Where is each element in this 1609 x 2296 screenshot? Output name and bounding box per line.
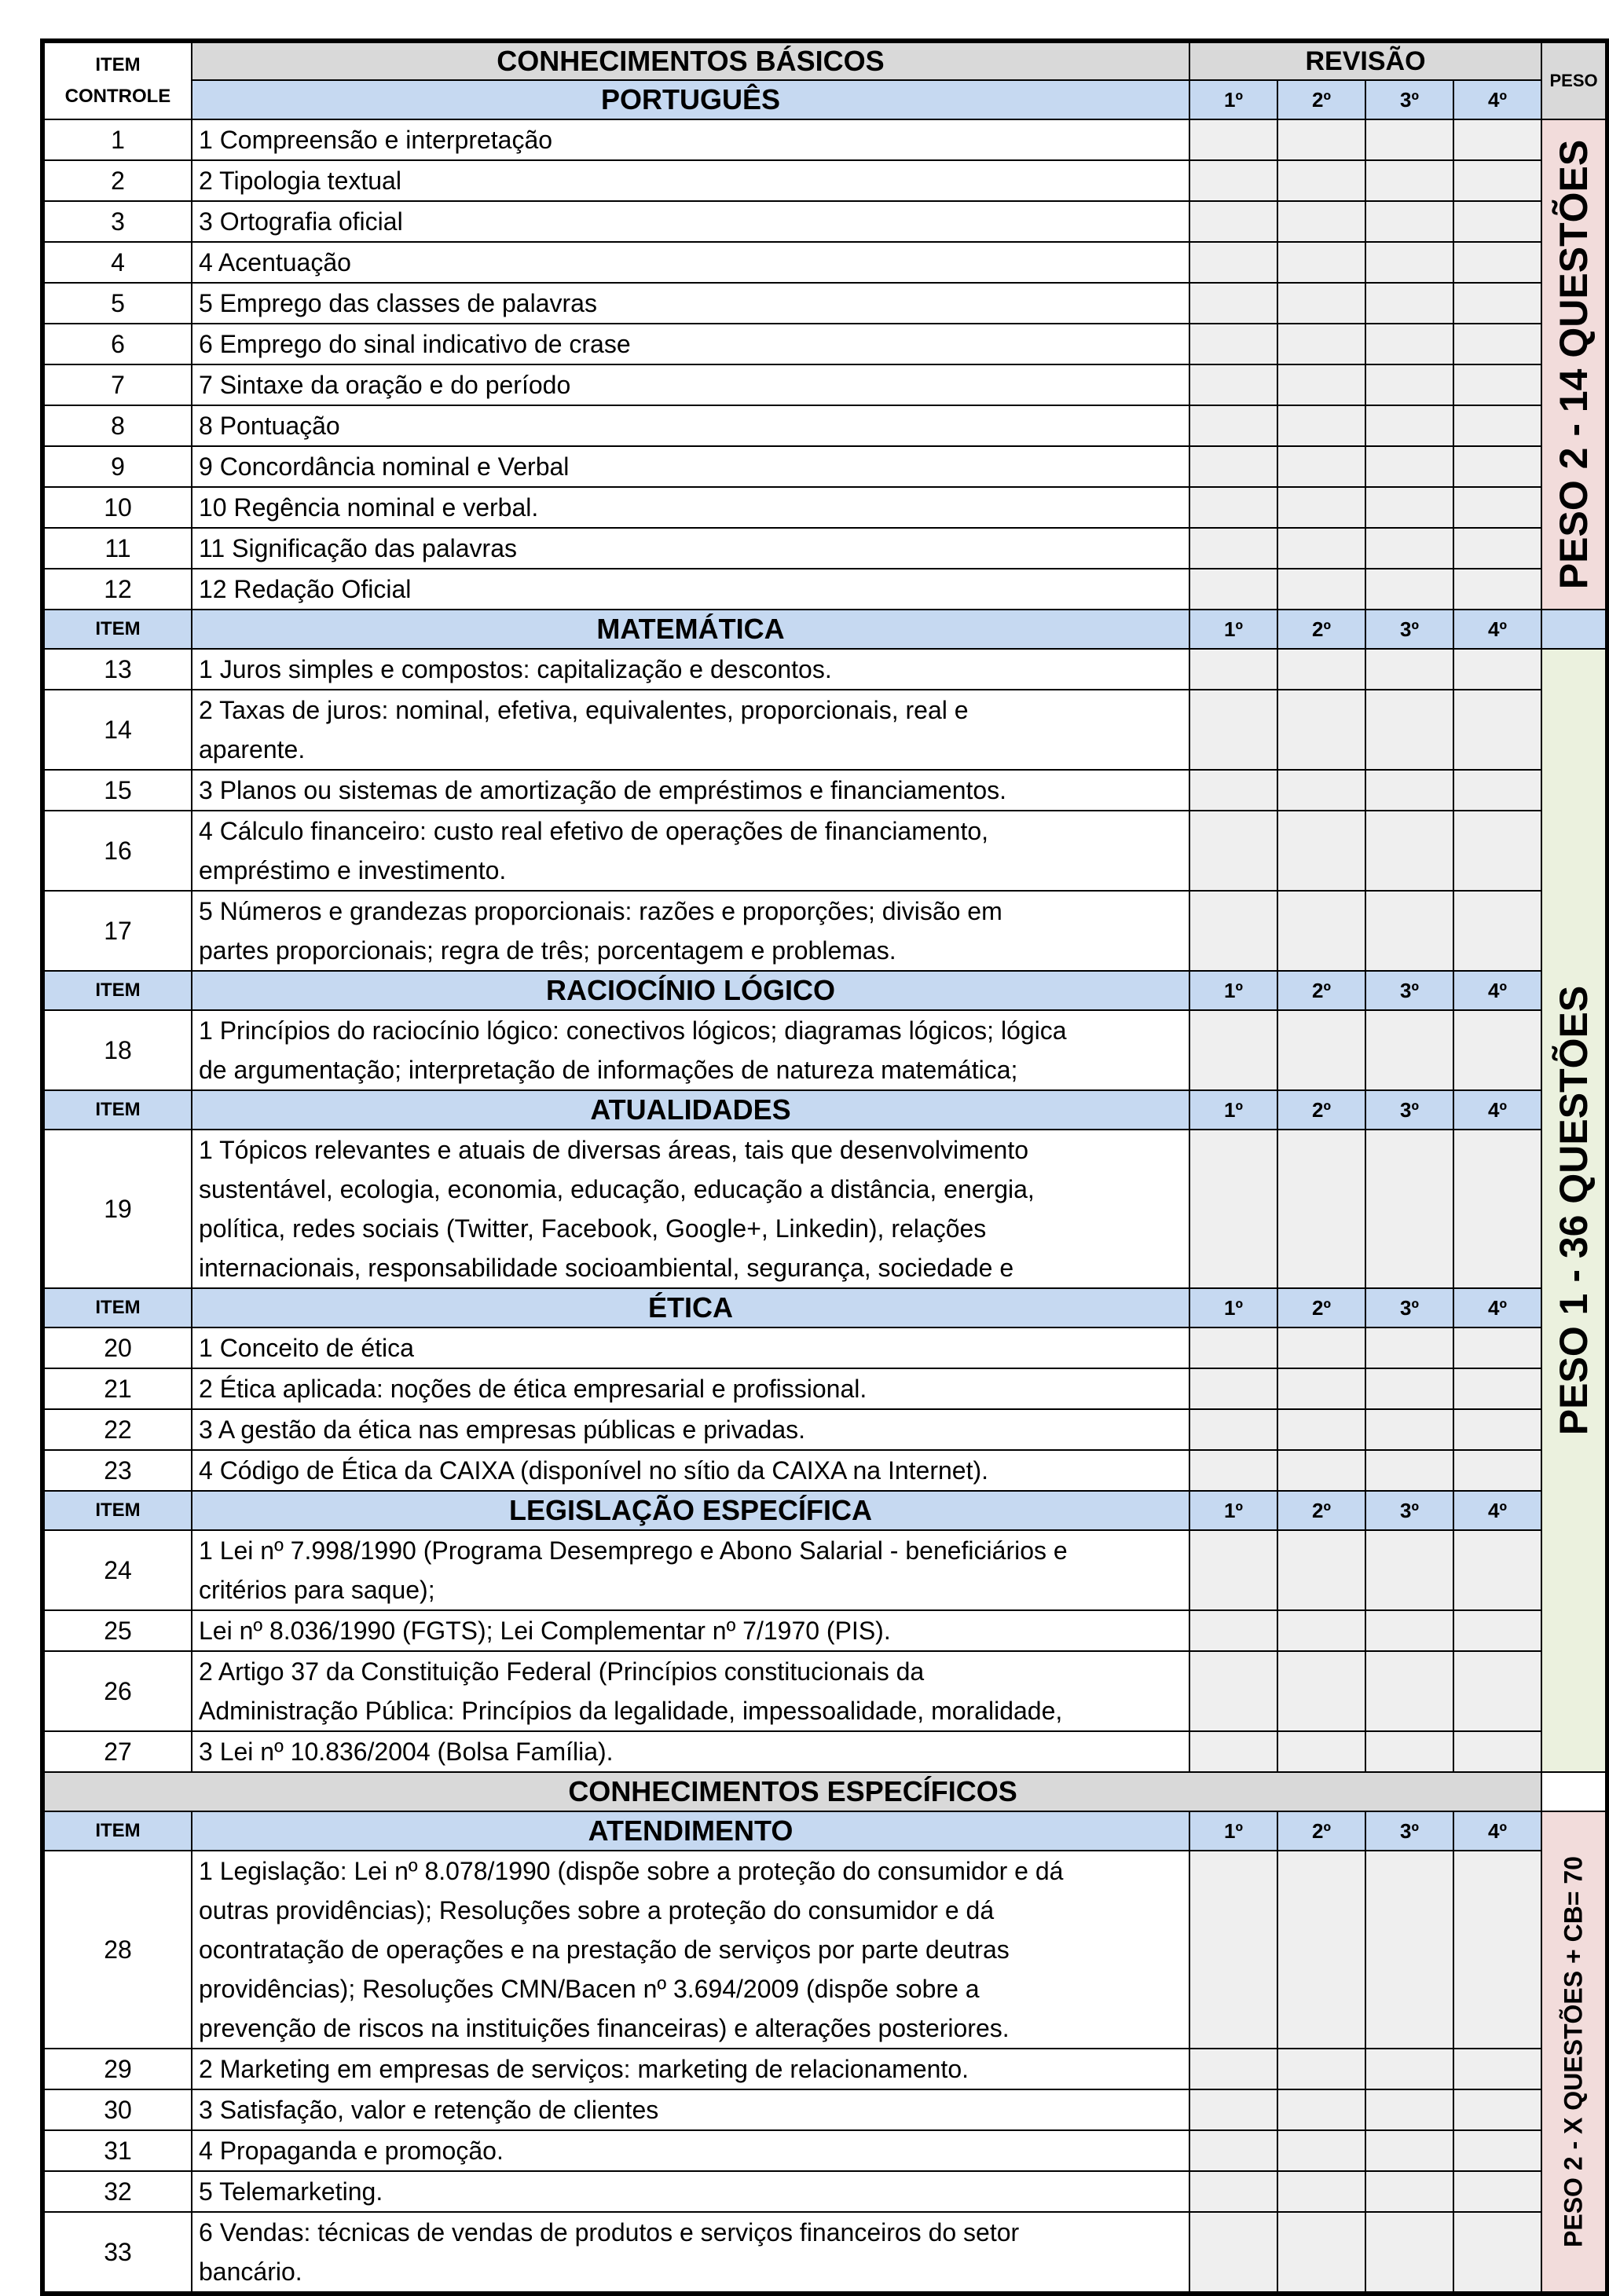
item-number: 1: [42, 119, 192, 160]
peso-basic-rest-text: PESO 1 - 36 QUESTÕES: [1552, 985, 1596, 1436]
revision-3-checkbox[interactable]: [1365, 1409, 1453, 1450]
revision-4-header: 4º: [1453, 610, 1541, 649]
revision-4-checkbox[interactable]: [1453, 1651, 1541, 1731]
table-row: [42, 569, 1607, 610]
table-row: [42, 2212, 1607, 2294]
table-row: [42, 2130, 1607, 2171]
item-number: 3: [42, 201, 192, 242]
revision-4-checkbox[interactable]: [1453, 649, 1541, 690]
revision-2-checkbox[interactable]: [1277, 160, 1365, 201]
item-number: 26: [42, 1651, 192, 1731]
item-number: 33: [42, 2212, 192, 2294]
section-header-raciocinio: [42, 971, 1607, 1010]
topic-text: 1 Tópicos relevantes e atuais de diversas áreas, tais que desenvolvimento sustentável, ecologia, economia, educação, educação a distância, energia, política, redes sociais (Twitter, Facebook, Google+, Linkedin), relações internacionais, responsabilidade socioambiental, segurança, sociedade e: [192, 1130, 1189, 1288]
specific-knowledge-row: [42, 1772, 1607, 1811]
topic-text: 12 Redação Oficial: [192, 569, 1189, 610]
revision-2-checkbox[interactable]: [1277, 487, 1365, 528]
revision-1-checkbox[interactable]: [1189, 405, 1277, 446]
revision-3-header: 3º: [1365, 1491, 1453, 1530]
revision-2-checkbox[interactable]: [1277, 690, 1365, 770]
topic-text: 4 Código de Ética da CAIXA (disponível no sítio da CAIXA na Internet).: [192, 1450, 1189, 1491]
item-number: 22: [42, 1409, 192, 1450]
topic-text: 10 Regência nominal e verbal.: [192, 487, 1189, 528]
item-number: 9: [42, 446, 192, 487]
revision-2-checkbox[interactable]: [1277, 283, 1365, 324]
revision-1-checkbox[interactable]: [1189, 649, 1277, 690]
revision-1-checkbox[interactable]: [1189, 283, 1277, 324]
topic-text: 9 Concordância nominal e Verbal: [192, 446, 1189, 487]
revision-2-checkbox[interactable]: [1277, 1610, 1365, 1651]
table-row: [42, 1409, 1607, 1450]
revision-2-header: 2º: [1277, 971, 1365, 1010]
revision-2-checkbox[interactable]: [1277, 1130, 1365, 1288]
revision-4-checkbox[interactable]: [1453, 201, 1541, 242]
table-row: [42, 811, 1607, 891]
item-number: 14: [42, 690, 192, 770]
revision-2-checkbox[interactable]: [1277, 405, 1365, 446]
revision-3-checkbox[interactable]: [1365, 1368, 1453, 1409]
item-number: 32: [42, 2171, 192, 2212]
topic-text: 1 Juros simples e compostos: capitalização e descontos.: [192, 649, 1189, 690]
revision-4-checkbox[interactable]: [1453, 690, 1541, 770]
revision-4-checkbox[interactable]: [1453, 1130, 1541, 1288]
topic-text: 5 Telemarketing.: [192, 2171, 1189, 2212]
revision-3-checkbox[interactable]: [1365, 446, 1453, 487]
table-row: [42, 2171, 1607, 2212]
topic-text: 2 Tipologia textual: [192, 160, 1189, 201]
revision-1-header: 1º: [1189, 1090, 1277, 1130]
topic-text: 4 Acentuação: [192, 242, 1189, 283]
topic-text: 3 Planos ou sistemas de amortização de empréstimos e financiamentos.: [192, 770, 1189, 811]
revision-3-checkbox[interactable]: [1365, 2171, 1453, 2212]
item-number: 12: [42, 569, 192, 610]
revision-1-checkbox[interactable]: [1189, 364, 1277, 405]
item-number: 21: [42, 1368, 192, 1409]
revision-1-header: 1º: [1189, 1288, 1277, 1327]
revision-1-checkbox[interactable]: [1189, 2171, 1277, 2212]
section-title-atendimento: ATENDIMENTO: [192, 1811, 1189, 1851]
revision-1-checkbox[interactable]: [1189, 811, 1277, 891]
revision-2-checkbox[interactable]: [1277, 891, 1365, 971]
revision-2-checkbox[interactable]: [1277, 2049, 1365, 2089]
item-number: 18: [42, 1010, 192, 1090]
revision-3-checkbox[interactable]: [1365, 1327, 1453, 1368]
peso-basic-rest: [1541, 649, 1607, 1772]
revision-3-checkbox[interactable]: [1365, 2212, 1453, 2294]
item-control-header: ITEM CONTROLE: [42, 41, 192, 119]
peso-specific: [1541, 1811, 1607, 2294]
revision-4-checkbox[interactable]: [1453, 569, 1541, 610]
revision-4-checkbox[interactable]: [1453, 1731, 1541, 1772]
revision-2-checkbox[interactable]: [1277, 201, 1365, 242]
revision-2-checkbox[interactable]: [1277, 119, 1365, 160]
revision-2-checkbox[interactable]: [1277, 324, 1365, 364]
revision-4-checkbox[interactable]: [1453, 1368, 1541, 1409]
revision-1-checkbox[interactable]: [1189, 201, 1277, 242]
revision-2-checkbox[interactable]: [1277, 1368, 1365, 1409]
revision-3-checkbox[interactable]: [1365, 2130, 1453, 2171]
revision-4-checkbox[interactable]: [1453, 1610, 1541, 1651]
revision-4-header: 4º: [1453, 1288, 1541, 1327]
revision-4-checkbox[interactable]: [1453, 1010, 1541, 1090]
item-number: 7: [42, 364, 192, 405]
revision-1-checkbox[interactable]: [1189, 1651, 1277, 1731]
revision-2-header: 2º: [1277, 80, 1365, 119]
study-control-sheet: [40, 38, 1609, 2296]
revision-3-header: 3º: [1365, 1811, 1453, 1851]
revision-4-checkbox[interactable]: [1453, 2089, 1541, 2130]
peso-portugues: [1541, 119, 1607, 610]
revision-header: REVISÃO: [1189, 41, 1541, 80]
revision-3-checkbox[interactable]: [1365, 2049, 1453, 2089]
revision-3-checkbox[interactable]: [1365, 891, 1453, 971]
topic-text: 1 Lei nº 7.998/1990 (Programa Desemprego e Abono Salarial - beneficiários e critérios para saque);: [192, 1530, 1189, 1610]
table-body: [42, 41, 1607, 2294]
section-title-etica: ÉTICA: [192, 1288, 1189, 1327]
table-row: [42, 1651, 1607, 1731]
revision-3-checkbox[interactable]: [1365, 1530, 1453, 1610]
section-title-portugues: PORTUGUÊS: [192, 80, 1189, 119]
revision-4-checkbox[interactable]: [1453, 2130, 1541, 2171]
revision-4-checkbox[interactable]: [1453, 119, 1541, 160]
revision-2-checkbox[interactable]: [1277, 1651, 1365, 1731]
topic-text: 7 Sintaxe da oração e do período: [192, 364, 1189, 405]
revision-4-checkbox[interactable]: [1453, 1450, 1541, 1491]
section-title-legislacao: LEGISLAÇÃO ESPECÍFICA: [192, 1491, 1189, 1530]
revision-3-checkbox[interactable]: [1365, 324, 1453, 364]
topic-text: 11 Significação das palavras: [192, 528, 1189, 569]
item-column-label: ITEM: [42, 1811, 192, 1851]
item-number: 30: [42, 2089, 192, 2130]
item-number: 29: [42, 2049, 192, 2089]
revision-4-checkbox[interactable]: [1453, 1530, 1541, 1610]
revision-1-header: 1º: [1189, 971, 1277, 1010]
table-row: [42, 1610, 1607, 1651]
revision-3-checkbox[interactable]: [1365, 283, 1453, 324]
table-row: [42, 649, 1607, 690]
revision-1-header: 1º: [1189, 1491, 1277, 1530]
revision-4-checkbox[interactable]: [1453, 528, 1541, 569]
specific-knowledge-title: CONHECIMENTOS ESPECÍFICOS: [42, 1772, 1541, 1811]
revision-3-checkbox[interactable]: [1365, 364, 1453, 405]
revision-2-checkbox[interactable]: [1277, 528, 1365, 569]
revision-4-checkbox[interactable]: [1453, 487, 1541, 528]
revision-1-checkbox[interactable]: [1189, 1368, 1277, 1409]
revision-1-checkbox[interactable]: [1189, 119, 1277, 160]
revision-3-checkbox[interactable]: [1365, 1610, 1453, 1651]
revision-4-checkbox[interactable]: [1453, 283, 1541, 324]
section-title-raciocinio: RACIOCÍNIO LÓGICO: [192, 971, 1189, 1010]
table-row: [42, 2049, 1607, 2089]
revision-3-checkbox[interactable]: [1365, 528, 1453, 569]
table-row: [42, 770, 1607, 811]
revision-3-checkbox[interactable]: [1365, 119, 1453, 160]
revision-4-checkbox[interactable]: [1453, 811, 1541, 891]
revision-2-checkbox[interactable]: [1277, 364, 1365, 405]
topic-text: 3 Lei nº 10.836/2004 (Bolsa Família).: [192, 1731, 1189, 1772]
peso-header-spacer: [1541, 610, 1607, 649]
section-title-matematica: MATEMÁTICA: [192, 610, 1189, 649]
revision-1-checkbox[interactable]: [1189, 2212, 1277, 2294]
revision-3-checkbox[interactable]: [1365, 1651, 1453, 1731]
revision-1-checkbox[interactable]: [1189, 1130, 1277, 1288]
revision-3-checkbox[interactable]: [1365, 242, 1453, 283]
item-number: 27: [42, 1731, 192, 1772]
topic-text: 5 Números e grandezas proporcionais: razões e proporções; divisão em partes proporcionais; regra de três; porcentagem e problemas.: [192, 891, 1189, 971]
table-row: [42, 1010, 1607, 1090]
revision-3-checkbox[interactable]: [1365, 1731, 1453, 1772]
revision-1-checkbox[interactable]: [1189, 1530, 1277, 1610]
revision-3-checkbox[interactable]: [1365, 690, 1453, 770]
topic-text: Lei nº 8.036/1990 (FGTS); Lei Complementar nº 7/1970 (PIS).: [192, 1610, 1189, 1651]
revision-3-checkbox[interactable]: [1365, 569, 1453, 610]
revision-4-header: 4º: [1453, 1491, 1541, 1530]
revision-3-checkbox[interactable]: [1365, 1130, 1453, 1288]
revision-2-checkbox[interactable]: [1277, 1409, 1365, 1450]
table-row: [42, 1731, 1607, 1772]
revision-2-checkbox[interactable]: [1277, 446, 1365, 487]
revision-1-checkbox[interactable]: [1189, 1409, 1277, 1450]
item-column-label: ITEM: [42, 1491, 192, 1530]
revision-2-checkbox[interactable]: [1277, 1530, 1365, 1610]
revision-2-checkbox[interactable]: [1277, 242, 1365, 283]
revision-4-checkbox[interactable]: [1453, 446, 1541, 487]
revision-4-checkbox[interactable]: [1453, 1409, 1541, 1450]
section-title-atualidades: ATUALIDADES: [192, 1090, 1189, 1130]
revision-1-checkbox[interactable]: [1189, 2089, 1277, 2130]
revision-3-checkbox[interactable]: [1365, 487, 1453, 528]
revision-2-header: 2º: [1277, 1811, 1365, 1851]
revision-4-checkbox[interactable]: [1453, 364, 1541, 405]
item-number: 8: [42, 405, 192, 446]
revision-3-checkbox[interactable]: [1365, 770, 1453, 811]
revision-2-checkbox[interactable]: [1277, 2130, 1365, 2171]
item-number: 10: [42, 487, 192, 528]
peso-header: PESO: [1541, 41, 1607, 119]
revision-3-checkbox[interactable]: [1365, 1010, 1453, 1090]
revision-4-checkbox[interactable]: [1453, 160, 1541, 201]
revision-1-checkbox[interactable]: [1189, 1851, 1277, 2049]
revision-1-checkbox[interactable]: [1189, 569, 1277, 610]
revision-2-checkbox[interactable]: [1277, 2171, 1365, 2212]
revision-1-checkbox[interactable]: [1189, 1010, 1277, 1090]
item-number: 28: [42, 1851, 192, 2049]
revision-1-checkbox[interactable]: [1189, 324, 1277, 364]
revision-3-header: 3º: [1365, 971, 1453, 1010]
topic-text: 1 Princípios do raciocínio lógico: conectivos lógicos; diagramas lógicos; lógica de argumentação; interpretação de informações de natureza matemática;: [192, 1010, 1189, 1090]
revision-2-checkbox[interactable]: [1277, 770, 1365, 811]
item-number: 15: [42, 770, 192, 811]
revision-3-header: 3º: [1365, 80, 1453, 119]
revision-2-checkbox[interactable]: [1277, 811, 1365, 891]
table-row: [42, 1130, 1607, 1288]
revision-4-header: 4º: [1453, 1811, 1541, 1851]
revision-1-checkbox[interactable]: [1189, 160, 1277, 201]
revision-4-checkbox[interactable]: [1453, 2212, 1541, 2294]
item-number: 19: [42, 1130, 192, 1288]
topic-text: 2 Artigo 37 da Constituição Federal (Princípios constitucionais da Administração Pública: Princípios da legalidade, impessoalidade, moralidade,: [192, 1651, 1189, 1731]
topic-text: 1 Conceito de ética: [192, 1327, 1189, 1368]
section-header-atualidades: [42, 1090, 1607, 1130]
table-row: [42, 1327, 1607, 1368]
revision-4-checkbox[interactable]: [1453, 891, 1541, 971]
table-row: [42, 119, 1607, 160]
table-row: [42, 283, 1607, 324]
revision-1-checkbox[interactable]: [1189, 2049, 1277, 2089]
revision-3-checkbox[interactable]: [1365, 1851, 1453, 2049]
revision-1-checkbox[interactable]: [1189, 1610, 1277, 1651]
revision-1-checkbox[interactable]: [1189, 1450, 1277, 1491]
revision-3-checkbox[interactable]: [1365, 2089, 1453, 2130]
peso-specific-spacer: [1541, 1772, 1607, 1811]
revision-1-header: 1º: [1189, 1811, 1277, 1851]
section-header-portugues: [42, 80, 1607, 119]
revision-2-header: 2º: [1277, 1491, 1365, 1530]
item-number: 2: [42, 160, 192, 201]
revision-1-checkbox[interactable]: [1189, 528, 1277, 569]
revision-2-header: 2º: [1277, 1288, 1365, 1327]
table-row: [42, 487, 1607, 528]
item-number: 4: [42, 242, 192, 283]
revision-3-checkbox[interactable]: [1365, 649, 1453, 690]
revision-2-checkbox[interactable]: [1277, 569, 1365, 610]
revision-1-checkbox[interactable]: [1189, 1731, 1277, 1772]
table-row: [42, 891, 1607, 971]
revision-4-header: 4º: [1453, 1090, 1541, 1130]
revision-2-checkbox[interactable]: [1277, 1450, 1365, 1491]
revision-4-checkbox[interactable]: [1453, 1327, 1541, 1368]
revision-2-header: 2º: [1277, 610, 1365, 649]
section-header-legislacao: [42, 1491, 1607, 1530]
revision-3-checkbox[interactable]: [1365, 201, 1453, 242]
revision-4-checkbox[interactable]: [1453, 1851, 1541, 2049]
revision-1-checkbox[interactable]: [1189, 2130, 1277, 2171]
revision-2-checkbox[interactable]: [1277, 649, 1365, 690]
item-column-label: ITEM: [42, 1288, 192, 1327]
table-row: [42, 1450, 1607, 1491]
revision-4-header: 4º: [1453, 971, 1541, 1010]
item-number: 5: [42, 283, 192, 324]
item-column-label: ITEM: [42, 610, 192, 649]
topic-text: 6 Emprego do sinal indicativo de crase: [192, 324, 1189, 364]
revision-4-checkbox[interactable]: [1453, 2049, 1541, 2089]
revision-1-checkbox[interactable]: [1189, 242, 1277, 283]
revision-2-checkbox[interactable]: [1277, 1851, 1365, 2049]
revision-4-header: 4º: [1453, 80, 1541, 119]
table-row: [42, 446, 1607, 487]
item-number: 17: [42, 891, 192, 971]
section-header-etica: [42, 1288, 1607, 1327]
topic-text: 2 Taxas de juros: nominal, efetiva, equivalentes, proporcionais, real e aparente.: [192, 690, 1189, 770]
revision-2-checkbox[interactable]: [1277, 1010, 1365, 1090]
item-column-label: ITEM: [42, 1090, 192, 1130]
table-row: [42, 528, 1607, 569]
revision-4-checkbox[interactable]: [1453, 242, 1541, 283]
topic-text: 1 Legislação: Lei nº 8.078/1990 (dispõe sobre a proteção do consumidor e dá outras providências); Resoluções sobre a proteção do consumidor e dá ocontratação de operações e na prestação de serviços por parte deutras providências); Resoluções CMN/Bacen nº 3.694/2009 (dispõe sobre a prevenção de riscos na instituições financeiras) e alterações posteriores.: [192, 1851, 1189, 2049]
topic-text: 3 Ortografia oficial: [192, 201, 1189, 242]
revision-2-checkbox[interactable]: [1277, 2212, 1365, 2294]
revision-1-checkbox[interactable]: [1189, 446, 1277, 487]
revision-3-checkbox[interactable]: [1365, 405, 1453, 446]
peso-portugues-text: PESO 2 - 14 QUESTÕES: [1552, 139, 1596, 590]
table-row: [42, 364, 1607, 405]
table-row: [42, 324, 1607, 364]
table-row: [42, 242, 1607, 283]
revision-3-header: 3º: [1365, 610, 1453, 649]
revision-3-checkbox[interactable]: [1365, 811, 1453, 891]
revision-3-header: 3º: [1365, 1288, 1453, 1327]
table-row: [42, 405, 1607, 446]
topic-text: 3 A gestão da ética nas empresas públicas e privadas.: [192, 1409, 1189, 1450]
revision-2-header: 2º: [1277, 1090, 1365, 1130]
study-table: [40, 38, 1609, 2296]
revision-2-checkbox[interactable]: [1277, 2089, 1365, 2130]
revision-3-checkbox[interactable]: [1365, 1450, 1453, 1491]
topic-text: 2 Ética aplicada: noções de ética empresarial e profissional.: [192, 1368, 1189, 1409]
table-row: [42, 201, 1607, 242]
table-row: [42, 1530, 1607, 1610]
revision-1-header: 1º: [1189, 610, 1277, 649]
revision-1-checkbox[interactable]: [1189, 487, 1277, 528]
topic-text: 3 Satisfação, valor e retenção de clientes: [192, 2089, 1189, 2130]
revision-1-checkbox[interactable]: [1189, 770, 1277, 811]
peso-specific-text: PESO 2 - X QUESTÕES + CB= 70: [1559, 1856, 1588, 2247]
revision-3-checkbox[interactable]: [1365, 160, 1453, 201]
topic-text: 2 Marketing em empresas de serviços: marketing de relacionamento.: [192, 2049, 1189, 2089]
revision-4-checkbox[interactable]: [1453, 770, 1541, 811]
section-header-matematica: [42, 610, 1607, 649]
item-number: 6: [42, 324, 192, 364]
topic-text: 1 Compreensão e interpretação: [192, 119, 1189, 160]
revision-4-checkbox[interactable]: [1453, 405, 1541, 446]
table-row: [42, 1851, 1607, 2049]
revision-1-checkbox[interactable]: [1189, 690, 1277, 770]
basic-knowledge-title: CONHECIMENTOS BÁSICOS: [192, 41, 1189, 80]
section-header-atendimento: [42, 1811, 1607, 1851]
revision-1-checkbox[interactable]: [1189, 1327, 1277, 1368]
revision-2-checkbox[interactable]: [1277, 1731, 1365, 1772]
table-row: [42, 690, 1607, 770]
topic-text: 5 Emprego das classes de palavras: [192, 283, 1189, 324]
item-number: 11: [42, 528, 192, 569]
revision-4-checkbox[interactable]: [1453, 2171, 1541, 2212]
topic-text: 4 Cálculo financeiro: custo real efetivo de operações de financiamento, empréstimo e investimento.: [192, 811, 1189, 891]
item-number: 31: [42, 2130, 192, 2171]
topic-text: 8 Pontuação: [192, 405, 1189, 446]
topic-text: 6 Vendas: técnicas de vendas de produtos e serviços financeiros do setor bancário.: [192, 2212, 1189, 2294]
revision-3-header: 3º: [1365, 1090, 1453, 1130]
revision-2-checkbox[interactable]: [1277, 1327, 1365, 1368]
revision-4-checkbox[interactable]: [1453, 324, 1541, 364]
item-number: 23: [42, 1450, 192, 1491]
revision-1-checkbox[interactable]: [1189, 891, 1277, 971]
item-number: 25: [42, 1610, 192, 1651]
table-row: [42, 160, 1607, 201]
topic-text: 4 Propaganda e promoção.: [192, 2130, 1189, 2171]
table-row: [42, 1368, 1607, 1409]
table-row: [42, 2089, 1607, 2130]
item-number: 16: [42, 811, 192, 891]
item-number: 20: [42, 1327, 192, 1368]
item-number: 24: [42, 1530, 192, 1610]
item-column-label: ITEM: [42, 971, 192, 1010]
revision-1-header: 1º: [1189, 80, 1277, 119]
item-number: 13: [42, 649, 192, 690]
